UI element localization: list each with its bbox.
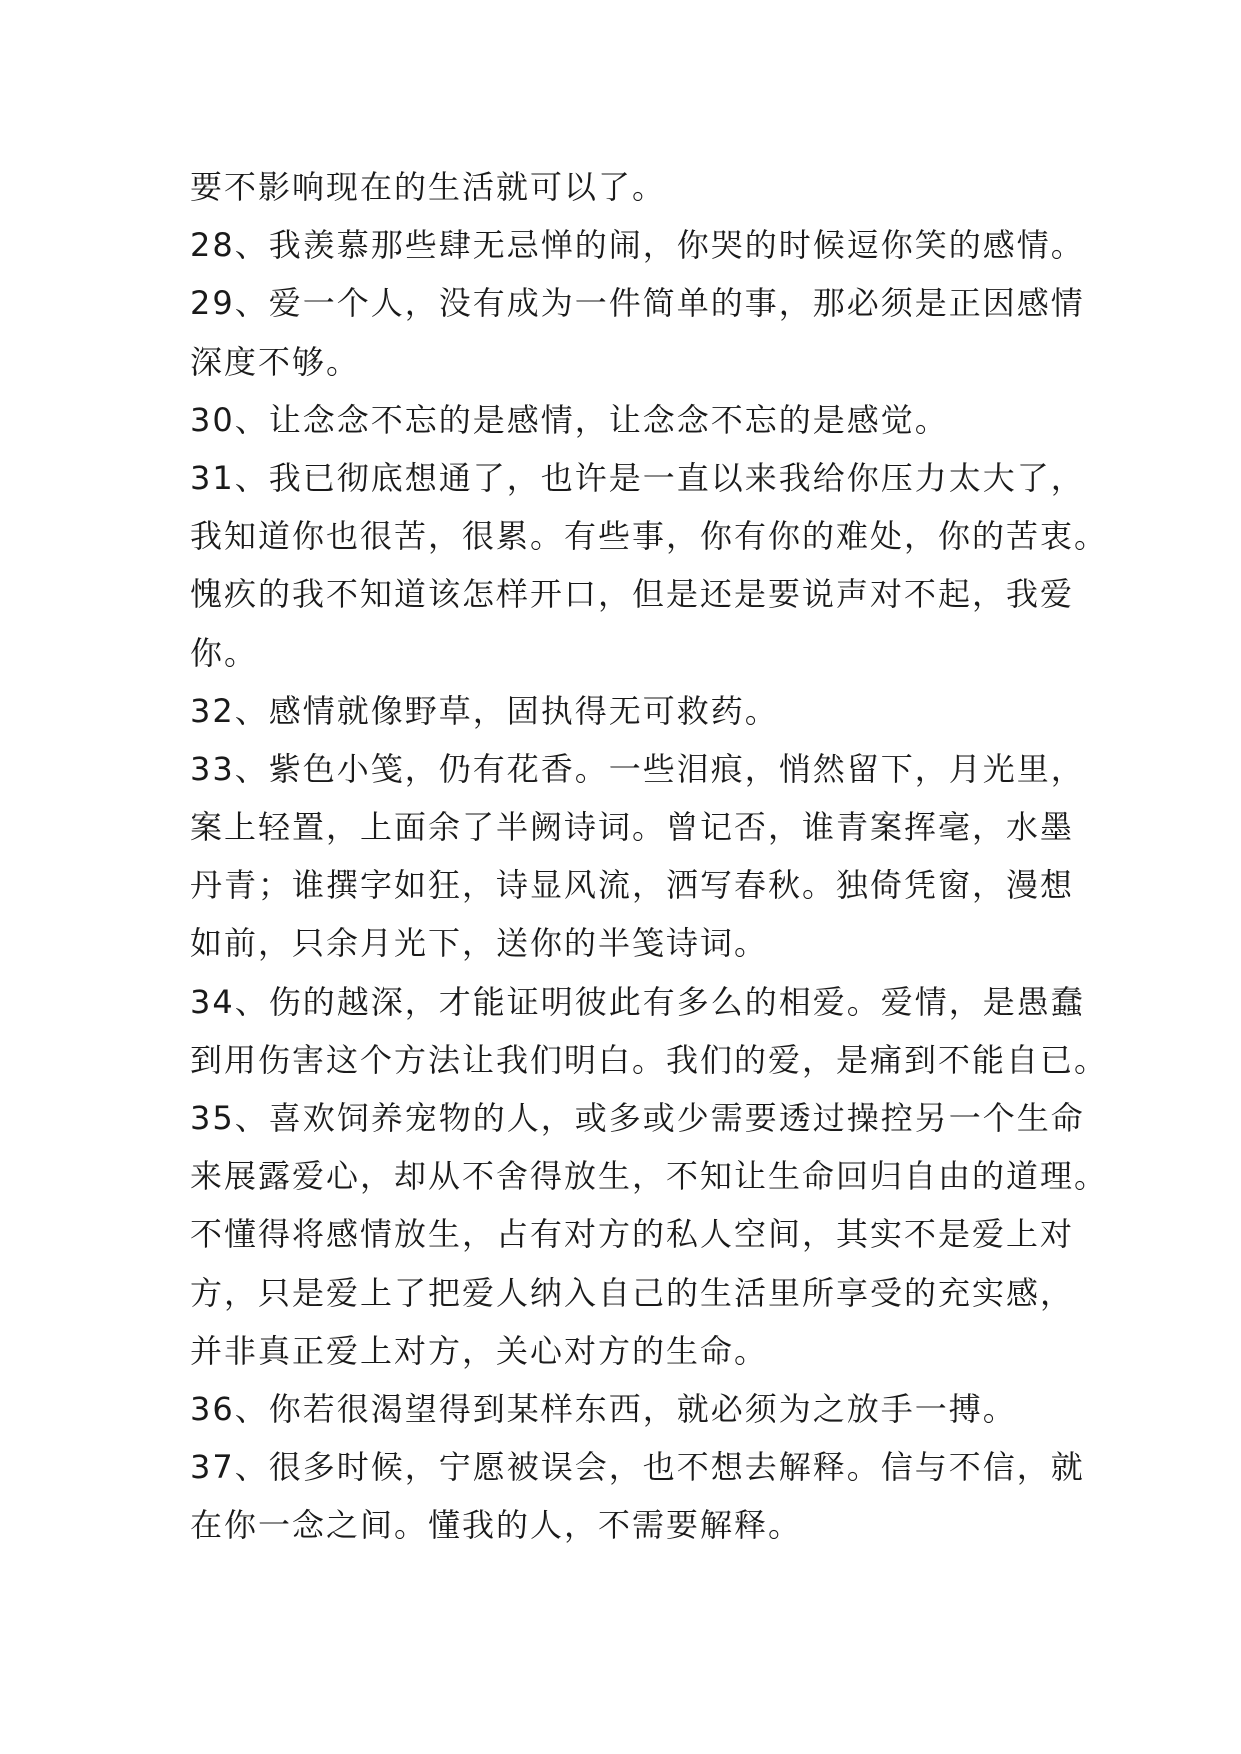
text-line: 愧疚的我不知道该怎样开口，但是还是要说声对不起，我爱 bbox=[190, 575, 1075, 614]
text-line: 30、让念念不忘的是感情，让念念不忘的是感觉。 bbox=[190, 400, 949, 439]
text-line: 到用伤害这个方法让我们明白。我们的爱，是痛到不能自已。 bbox=[190, 1040, 1109, 1079]
text-line: 深度不够。 bbox=[190, 342, 361, 381]
text-line: 你。 bbox=[190, 633, 259, 672]
text-line: 丹青；谁撰字如狂，诗显风流，洒写春秋。独倚凭窗，漫想 bbox=[190, 866, 1075, 905]
text-line: 来展露爱心，却从不舍得放生，不知让生命回归自由的道理。 bbox=[190, 1157, 1109, 1196]
text-line: 不懂得将感情放生，占有对方的私人空间，其实不是爱上对 bbox=[190, 1215, 1075, 1254]
text-line: 35、喜欢饲养宠物的人，或多或少需要透过操控另一个生命 bbox=[190, 1099, 1085, 1137]
text-line: 32、感情就像野草，固执得无可救药。 bbox=[190, 691, 779, 730]
text-line: 31、我已彻底想通了，也许是一直以来我给你压力太大了， bbox=[190, 458, 1085, 497]
text-line: 方，只是爱上了把爱人纳入自己的生活里所享受的充实感， bbox=[190, 1273, 1075, 1312]
text-line: 在你一念之间。懂我的人，不需要解释。 bbox=[190, 1506, 803, 1545]
text-line: 如前，只余月光下，送你的半笺诗词。 bbox=[190, 924, 769, 963]
text-line: 37、很多时候，宁愿被误会，也不想去解释。信与不信，就 bbox=[190, 1448, 1085, 1487]
text-line: 29、爱一个人，没有成为一件简单的事，那必须是正因感情 bbox=[190, 284, 1085, 323]
document-body bbox=[190, 158, 1109, 1555]
text-line: 28、我羡慕那些肆无忌惮的闹，你哭的时候逗你笑的感情。 bbox=[190, 226, 1085, 265]
text-line: 36、你若很渴望得到某样东西，就必须为之放手一搏。 bbox=[190, 1389, 1017, 1428]
text-line: 要不影响现在的生活就可以了。 bbox=[190, 168, 667, 206]
text-line: 34、伤的越深，才能证明彼此有多么的相爱。爱情，是愚蠢 bbox=[190, 982, 1085, 1021]
text-line: 案上轻置，上面余了半阙诗词。曾记否，谁青案挥毫，水墨 bbox=[190, 808, 1075, 847]
text-line: 33、紫色小笺，仍有花香。一些泪痕，悄然留下，月光里， bbox=[190, 749, 1085, 788]
text-line: 我知道你也很苦，很累。有些事，你有你的难处，你的苦衷。 bbox=[190, 517, 1109, 556]
text-line: 并非真正爱上对方，关心对方的生命。 bbox=[190, 1331, 769, 1370]
